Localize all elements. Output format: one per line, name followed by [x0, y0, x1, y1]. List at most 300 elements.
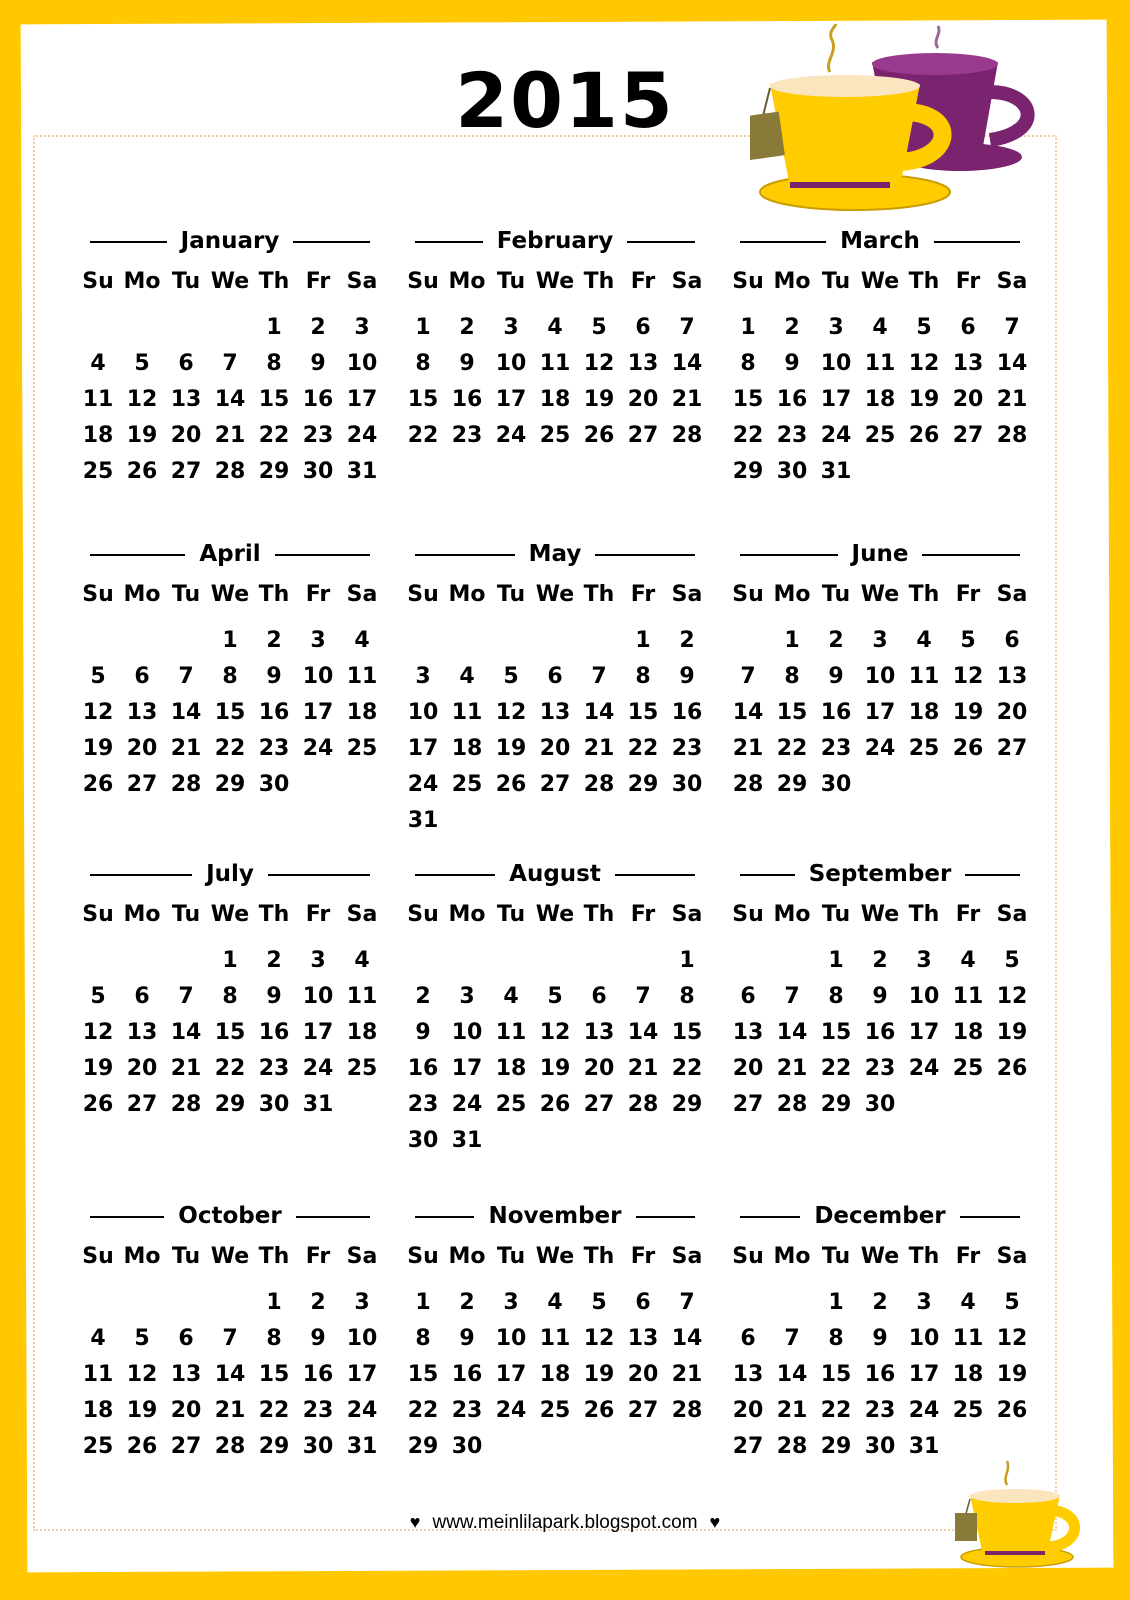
- weekday-label: Mo: [448, 582, 486, 607]
- weekday-label: Sa: [996, 902, 1028, 927]
- day-cell: 17: [407, 736, 439, 761]
- day-cell: 28: [776, 1434, 808, 1459]
- day-cell: 28: [170, 1092, 202, 1117]
- day-cell: 19: [583, 387, 615, 412]
- month-title: October: [164, 1199, 295, 1233]
- day-cell: 15: [214, 700, 246, 725]
- day-cell: 1: [222, 628, 238, 653]
- day-cell: 10: [302, 984, 334, 1009]
- day-cell: 13: [170, 1362, 202, 1387]
- day-cell: 28: [214, 1434, 246, 1459]
- day-cell: 4: [960, 1290, 976, 1315]
- weekday-label: Th: [583, 269, 615, 294]
- day-cell: 5: [591, 1290, 607, 1315]
- day-cell: 1: [222, 948, 238, 973]
- day-cell: 14: [996, 351, 1028, 376]
- day-cell: 25: [952, 1056, 984, 1081]
- weekday-label: Tu: [496, 269, 526, 294]
- day-cell: 27: [627, 1398, 659, 1423]
- day-cell: 27: [126, 1092, 158, 1117]
- day-cell: 12: [539, 1020, 571, 1045]
- year-title: 2015: [455, 56, 675, 145]
- day-cell: 24: [451, 1092, 483, 1117]
- day-cell: 20: [539, 736, 571, 761]
- day-cell: 31: [346, 1434, 378, 1459]
- day-cell: 30: [258, 1092, 290, 1117]
- day-cell: 10: [302, 664, 334, 689]
- weekday-label: Su: [407, 582, 439, 607]
- day-cell: 13: [732, 1362, 764, 1387]
- day-cell: 28: [732, 772, 764, 797]
- day-cell: 14: [776, 1362, 808, 1387]
- day-cell: 23: [451, 1398, 483, 1423]
- day-cell: 22: [776, 736, 808, 761]
- day-cell: 30: [407, 1128, 439, 1153]
- month-title: December: [800, 1199, 959, 1233]
- day-cell: 15: [407, 387, 439, 412]
- day-cell: 28: [996, 423, 1028, 448]
- day-cell: 21: [214, 423, 246, 448]
- day-cell: 13: [732, 1020, 764, 1045]
- day-cell: 1: [828, 1290, 844, 1315]
- day-cell: 11: [952, 984, 984, 1009]
- day-cell: 7: [222, 1326, 238, 1351]
- day-cell: 19: [495, 736, 527, 761]
- day-cell: 1: [266, 315, 282, 340]
- day-cell: 1: [679, 948, 695, 973]
- day-cell: 21: [996, 387, 1028, 412]
- weekday-label: We: [535, 1244, 575, 1269]
- day-cell: 28: [170, 772, 202, 797]
- day-cell: 5: [916, 315, 932, 340]
- day-cell: 22: [214, 736, 246, 761]
- day-cell: 7: [178, 664, 194, 689]
- day-cell: 26: [583, 1398, 615, 1423]
- day-cell: 14: [214, 387, 246, 412]
- day-cell: 25: [539, 1398, 571, 1423]
- day-cell: 13: [583, 1020, 615, 1045]
- day-cell: 6: [134, 984, 150, 1009]
- day-cell: 9: [872, 984, 888, 1009]
- day-cell: 25: [451, 772, 483, 797]
- day-cell: 28: [583, 772, 615, 797]
- day-cell: 18: [82, 423, 114, 448]
- day-blank: [76, 310, 120, 346]
- day-cell: 29: [671, 1092, 703, 1117]
- day-cell: 30: [671, 772, 703, 797]
- day-blank: [76, 1285, 120, 1321]
- day-cell: 3: [310, 628, 326, 653]
- day-cell: 4: [547, 1290, 563, 1315]
- day-cell: 5: [90, 984, 106, 1009]
- month-title: September: [795, 857, 966, 891]
- day-cell: 5: [503, 664, 519, 689]
- day-cell: 26: [583, 423, 615, 448]
- day-cell: 22: [820, 1056, 852, 1081]
- weekday-label: Th: [908, 902, 940, 927]
- day-cell: 31: [346, 459, 378, 484]
- weekday-label: We: [210, 902, 250, 927]
- day-cell: 2: [310, 1290, 326, 1315]
- day-cell: 6: [635, 1290, 651, 1315]
- day-cell: 8: [415, 1326, 431, 1351]
- day-cell: 7: [635, 984, 651, 1009]
- day-cell: 19: [82, 1056, 114, 1081]
- day-cell: 15: [214, 1020, 246, 1045]
- weekday-label: Mo: [448, 1244, 486, 1269]
- day-blank: [208, 310, 252, 346]
- weekday-label: Sa: [346, 1244, 378, 1269]
- day-cell: 5: [90, 664, 106, 689]
- weekday-label: Fr: [630, 1244, 656, 1269]
- day-cell: 12: [583, 351, 615, 376]
- weekday-header: [405, 577, 705, 613]
- weekday-label: Mo: [773, 582, 811, 607]
- day-grid: [730, 1285, 1030, 1465]
- day-cell: 1: [635, 628, 651, 653]
- day-cell: 7: [222, 351, 238, 376]
- day-cell: 31: [302, 1092, 334, 1117]
- day-grid: [405, 943, 705, 1159]
- day-blank: [445, 623, 489, 659]
- weekday-header: [80, 577, 380, 613]
- day-cell: 9: [679, 664, 695, 689]
- day-cell: 11: [952, 1326, 984, 1351]
- day-cell: 20: [996, 700, 1028, 725]
- day-cell: 4: [90, 1326, 106, 1351]
- day-cell: 20: [126, 1056, 158, 1081]
- day-cell: 18: [864, 387, 896, 412]
- day-cell: 2: [415, 984, 431, 1009]
- day-cell: 25: [346, 1056, 378, 1081]
- day-cell: 4: [354, 628, 370, 653]
- weekday-label: Fr: [630, 582, 656, 607]
- day-cell: 2: [828, 628, 844, 653]
- day-cell: 17: [908, 1362, 940, 1387]
- weekday-label: Sa: [996, 582, 1028, 607]
- day-cell: 11: [908, 664, 940, 689]
- day-cell: 11: [864, 351, 896, 376]
- day-cell: 8: [635, 664, 651, 689]
- day-cell: 9: [784, 351, 800, 376]
- day-cell: 16: [864, 1020, 896, 1045]
- day-cell: 31: [820, 459, 852, 484]
- day-cell: 31: [451, 1128, 483, 1153]
- day-cell: 16: [258, 1020, 290, 1045]
- day-cell: 12: [126, 1362, 158, 1387]
- weekday-label: Mo: [773, 1244, 811, 1269]
- day-cell: 6: [134, 664, 150, 689]
- day-cell: 27: [170, 459, 202, 484]
- day-cell: 2: [266, 948, 282, 973]
- day-cell: 12: [82, 1020, 114, 1045]
- day-cell: 7: [784, 1326, 800, 1351]
- day-cell: 30: [864, 1434, 896, 1459]
- day-cell: 14: [170, 1020, 202, 1045]
- day-cell: 30: [864, 1092, 896, 1117]
- day-cell: 13: [126, 700, 158, 725]
- day-blank: [164, 623, 208, 659]
- tea-cups-icon: [750, 22, 1070, 222]
- day-cell: 26: [539, 1092, 571, 1117]
- day-cell: 13: [952, 351, 984, 376]
- day-cell: 17: [820, 387, 852, 412]
- day-cell: 18: [451, 736, 483, 761]
- day-cell: 19: [952, 700, 984, 725]
- weekday-label: Su: [732, 1244, 764, 1269]
- weekday-label: We: [210, 1244, 250, 1269]
- day-cell: 21: [776, 1398, 808, 1423]
- day-cell: 13: [996, 664, 1028, 689]
- weekday-label: Tu: [821, 1244, 851, 1269]
- weekday-label: Su: [407, 902, 439, 927]
- day-cell: 27: [170, 1434, 202, 1459]
- weekday-label: Th: [908, 582, 940, 607]
- day-blank: [164, 943, 208, 979]
- day-cell: 7: [591, 664, 607, 689]
- weekday-label: Su: [732, 582, 764, 607]
- day-cell: 5: [1004, 1290, 1020, 1315]
- month-august: [405, 857, 705, 1159]
- day-cell: 1: [740, 315, 756, 340]
- day-cell: 20: [952, 387, 984, 412]
- weekday-label: Fr: [955, 269, 981, 294]
- day-cell: 30: [820, 772, 852, 797]
- day-cell: 25: [82, 1434, 114, 1459]
- weekday-header: [730, 1239, 1030, 1275]
- day-cell: 19: [583, 1362, 615, 1387]
- day-blank: [401, 943, 445, 979]
- month-title: November: [474, 1199, 635, 1233]
- day-cell: 9: [266, 664, 282, 689]
- day-cell: 23: [864, 1056, 896, 1081]
- day-cell: 5: [591, 315, 607, 340]
- day-grid: [405, 310, 705, 454]
- day-cell: 8: [828, 1326, 844, 1351]
- weekday-label: Tu: [496, 582, 526, 607]
- day-blank: [533, 943, 577, 979]
- weekday-label: Sa: [671, 1244, 703, 1269]
- weekday-label: Fr: [955, 1244, 981, 1269]
- day-cell: 30: [776, 459, 808, 484]
- day-cell: 10: [346, 351, 378, 376]
- day-cell: 28: [671, 423, 703, 448]
- day-grid: [405, 1285, 705, 1465]
- day-cell: 20: [732, 1056, 764, 1081]
- day-cell: 18: [495, 1056, 527, 1081]
- day-cell: 3: [354, 1290, 370, 1315]
- day-cell: 27: [732, 1092, 764, 1117]
- day-cell: 21: [214, 1398, 246, 1423]
- weekday-label: Su: [82, 269, 114, 294]
- month-january: [80, 224, 380, 490]
- day-cell: 15: [776, 700, 808, 725]
- day-cell: 20: [627, 1362, 659, 1387]
- day-cell: 25: [539, 423, 571, 448]
- day-blank: [76, 943, 120, 979]
- weekday-label: Th: [258, 582, 290, 607]
- day-cell: 1: [828, 948, 844, 973]
- day-cell: 26: [82, 1092, 114, 1117]
- day-cell: 12: [495, 700, 527, 725]
- day-blank: [401, 623, 445, 659]
- day-cell: 18: [346, 700, 378, 725]
- day-cell: 17: [346, 387, 378, 412]
- day-cell: 17: [864, 700, 896, 725]
- day-cell: 25: [495, 1092, 527, 1117]
- day-cell: 19: [82, 736, 114, 761]
- day-cell: 14: [583, 700, 615, 725]
- day-cell: 4: [916, 628, 932, 653]
- day-blank: [770, 1285, 814, 1321]
- weekday-label: Tu: [496, 902, 526, 927]
- day-cell: 29: [214, 772, 246, 797]
- weekday-label: Th: [258, 1244, 290, 1269]
- day-cell: 3: [828, 315, 844, 340]
- day-cell: 10: [495, 351, 527, 376]
- weekday-label: Su: [407, 269, 439, 294]
- weekday-label: Sa: [671, 269, 703, 294]
- day-cell: 5: [547, 984, 563, 1009]
- weekday-label: Su: [82, 582, 114, 607]
- day-cell: 12: [996, 1326, 1028, 1351]
- day-blank: [621, 943, 665, 979]
- day-cell: 30: [451, 1434, 483, 1459]
- day-cell: 19: [126, 1398, 158, 1423]
- day-cell: 26: [82, 772, 114, 797]
- day-cell: 7: [1004, 315, 1020, 340]
- day-blank: [489, 623, 533, 659]
- day-cell: 13: [126, 1020, 158, 1045]
- day-cell: 10: [407, 700, 439, 725]
- day-cell: 30: [258, 772, 290, 797]
- day-cell: 17: [302, 1020, 334, 1045]
- day-blank: [489, 943, 533, 979]
- day-cell: 25: [346, 736, 378, 761]
- weekday-label: Su: [82, 902, 114, 927]
- day-cell: 14: [776, 1020, 808, 1045]
- day-cell: 4: [90, 351, 106, 376]
- weekday-label: Su: [407, 1244, 439, 1269]
- month-april: [80, 537, 380, 803]
- weekday-header: [405, 264, 705, 300]
- weekday-label: Th: [583, 902, 615, 927]
- day-cell: 7: [178, 984, 194, 1009]
- month-february: [405, 224, 705, 454]
- day-cell: 1: [784, 628, 800, 653]
- day-cell: 3: [310, 948, 326, 973]
- day-cell: 8: [222, 664, 238, 689]
- day-cell: 8: [784, 664, 800, 689]
- day-cell: 26: [952, 736, 984, 761]
- day-cell: 19: [539, 1056, 571, 1081]
- day-cell: 8: [266, 351, 282, 376]
- weekday-label: Sa: [671, 902, 703, 927]
- month-november: [405, 1199, 705, 1465]
- day-blank: [76, 623, 120, 659]
- weekday-label: Tu: [821, 902, 851, 927]
- day-cell: 3: [459, 984, 475, 1009]
- day-cell: 1: [415, 315, 431, 340]
- day-cell: 18: [539, 387, 571, 412]
- day-cell: 1: [415, 1290, 431, 1315]
- day-cell: 12: [996, 984, 1028, 1009]
- day-blank: [577, 943, 621, 979]
- weekday-label: Th: [908, 269, 940, 294]
- day-cell: 24: [908, 1398, 940, 1423]
- day-cell: 27: [732, 1434, 764, 1459]
- day-grid: [730, 943, 1030, 1123]
- day-cell: 23: [451, 423, 483, 448]
- weekday-label: Mo: [773, 902, 811, 927]
- day-cell: 2: [872, 948, 888, 973]
- weekday-label: Sa: [996, 1244, 1028, 1269]
- day-cell: 20: [126, 736, 158, 761]
- day-cell: 15: [258, 1362, 290, 1387]
- weekday-header: [80, 264, 380, 300]
- day-grid: [80, 310, 380, 490]
- day-cell: 14: [732, 700, 764, 725]
- day-cell: 12: [583, 1326, 615, 1351]
- day-cell: 29: [820, 1434, 852, 1459]
- day-cell: 15: [627, 700, 659, 725]
- day-cell: 26: [908, 423, 940, 448]
- day-blank: [577, 623, 621, 659]
- day-cell: 24: [302, 736, 334, 761]
- day-cell: 29: [214, 1092, 246, 1117]
- day-cell: 28: [671, 1398, 703, 1423]
- day-cell: 6: [635, 315, 651, 340]
- day-cell: 18: [908, 700, 940, 725]
- day-cell: 16: [407, 1056, 439, 1081]
- day-cell: 28: [214, 459, 246, 484]
- day-cell: 15: [671, 1020, 703, 1045]
- weekday-header: [80, 897, 380, 933]
- day-cell: 7: [784, 984, 800, 1009]
- footer-url[interactable]: www.meinlilapark.blogspot.com: [432, 1512, 698, 1533]
- day-cell: 11: [539, 351, 571, 376]
- day-cell: 11: [346, 664, 378, 689]
- day-cell: 4: [960, 948, 976, 973]
- day-cell: 29: [732, 459, 764, 484]
- weekday-header: [80, 1239, 380, 1275]
- day-cell: 24: [864, 736, 896, 761]
- weekday-header: [730, 577, 1030, 613]
- day-cell: 16: [671, 700, 703, 725]
- day-cell: 27: [583, 1092, 615, 1117]
- day-cell: 17: [302, 700, 334, 725]
- day-cell: 13: [170, 387, 202, 412]
- weekday-label: Sa: [346, 902, 378, 927]
- day-cell: 19: [126, 423, 158, 448]
- day-cell: 8: [828, 984, 844, 1009]
- weekday-label: We: [535, 269, 575, 294]
- day-cell: 23: [671, 736, 703, 761]
- day-cell: 12: [952, 664, 984, 689]
- day-blank: [726, 1285, 770, 1321]
- day-cell: 30: [302, 459, 334, 484]
- day-cell: 3: [503, 315, 519, 340]
- month-march: [730, 224, 1030, 490]
- weekday-label: Fr: [305, 269, 331, 294]
- day-cell: 13: [539, 700, 571, 725]
- day-cell: 22: [407, 1398, 439, 1423]
- day-cell: 6: [591, 984, 607, 1009]
- day-cell: 2: [310, 315, 326, 340]
- day-cell: 2: [459, 315, 475, 340]
- day-cell: 31: [908, 1434, 940, 1459]
- day-cell: 20: [170, 423, 202, 448]
